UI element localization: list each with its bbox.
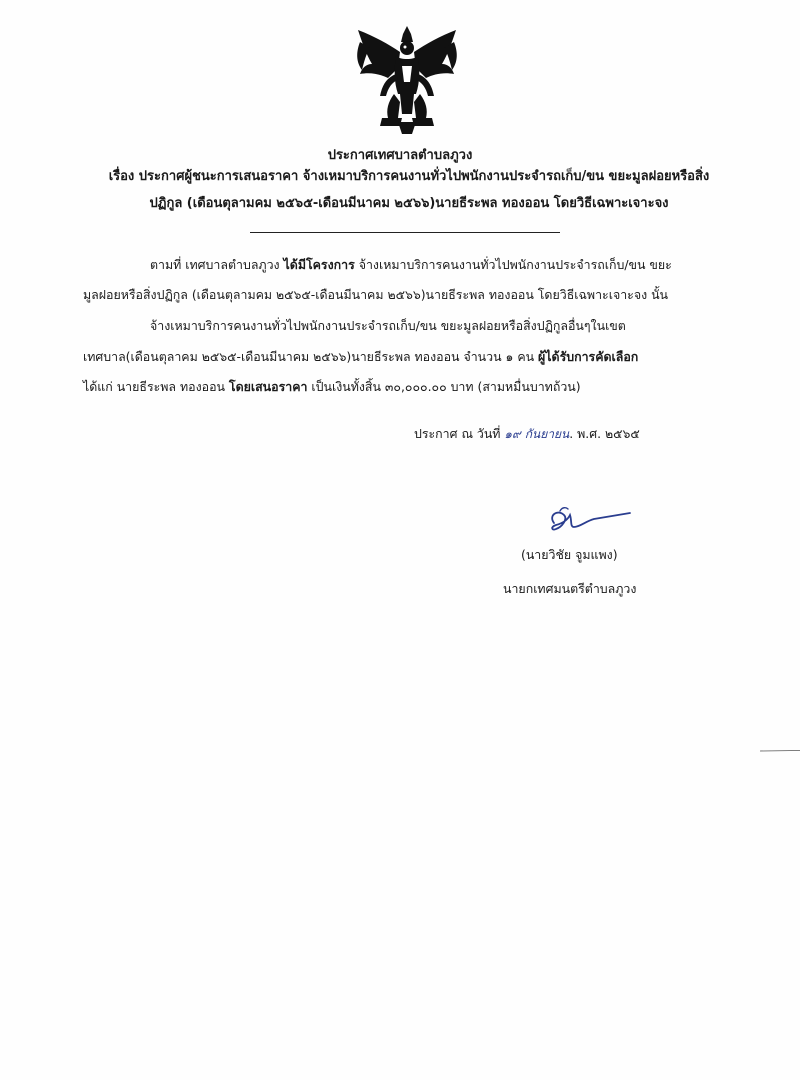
- body-line-2: มูลฝอยหรือสิ่งปฏิกูล (เดือนตุลามคม ๒๕๖๕-เดือนมีนาคม ๒๕๖๖)นายธีระพล ทองออน โดยวิธีเฉพาะเจาะจง นั้น: [83, 287, 669, 302]
- organization-title: ประกาศเทศบาลตำบลภูวง: [327, 148, 473, 163]
- signature-icon: [540, 505, 636, 537]
- date-year: . พ.ศ. ๒๕๖๕: [569, 426, 640, 441]
- scan-artifact: [760, 750, 800, 752]
- body-line-1-prefix: ตามที่ เทศบาลตำบลภูวง: [150, 257, 284, 272]
- signatory-name: (นายวิชัย จูมแพง): [521, 547, 618, 562]
- body-line-4-prefix: เทศบาล(เดือนตุลาคม ๒๕๖๕-เดือนมีนาคม ๒๕๖๖)นายธีระพล ทองออน จำนวน ๑ คน: [83, 349, 539, 364]
- date-month: กันยายน: [524, 427, 570, 441]
- body-line-3: จ้างเหมาบริการคนงานทั่วไปพนักงานประจำรถเก็บ/ขน ขยะมูลฝอยหรือสิ่งปฏิกูลอื่นๆในเขต: [150, 318, 626, 333]
- body-line-5-bold: โดยเสนอราคา: [228, 379, 308, 394]
- body-line-5: [83, 378, 581, 397]
- body-line-4: [83, 348, 638, 367]
- subject-line-2: ปฏิกูล (เดือนตุลามคม ๒๕๖๕-เดือนมีนาคม ๒๕๖๖)นายธีระพล ทองออน โดยวิธีเฉพาะเจาะจง: [149, 196, 669, 211]
- body-line-1-rest: จ้างเหมาบริการคนงานทั่วไปพนักงานประจำรถเก็บ/ขน ขยะ: [354, 257, 672, 272]
- garuda-emblem-icon: [352, 22, 462, 136]
- date-label: ประกาศ ณ วันที่: [414, 426, 501, 441]
- subject-line-1: เรื่อง ประกาศผู้ชนะการเสนอราคา จ้างเหมาบริการคนงานทั่วไปพนักงานประจำรถเก็บ/ขน ขยะมูลฝอยหรือสิ่ง: [108, 169, 710, 184]
- heading-divider: [250, 232, 560, 233]
- subject-heading: [84, 163, 734, 217]
- announcement-date: [414, 425, 640, 444]
- body-line-1-bold: ได้มีโครงการ: [283, 257, 355, 272]
- body-line-5-rest: เป็นเงินทั้งสิ้น ๓๐,๐๐๐.๐๐ บาท (สามหมื่นบาทถ้วน): [307, 379, 581, 394]
- signatory-position: นายกเทศมนตรีตำบลภูวง: [503, 581, 637, 596]
- body-line-5-prefix: ได้แก่ นายธีระพล ทองออน: [83, 379, 229, 394]
- body-line-1: [150, 256, 672, 275]
- body-line-4-bold: ผู้ได้รับการคัดเลือก: [538, 349, 639, 364]
- date-day: ๑๙: [504, 427, 521, 441]
